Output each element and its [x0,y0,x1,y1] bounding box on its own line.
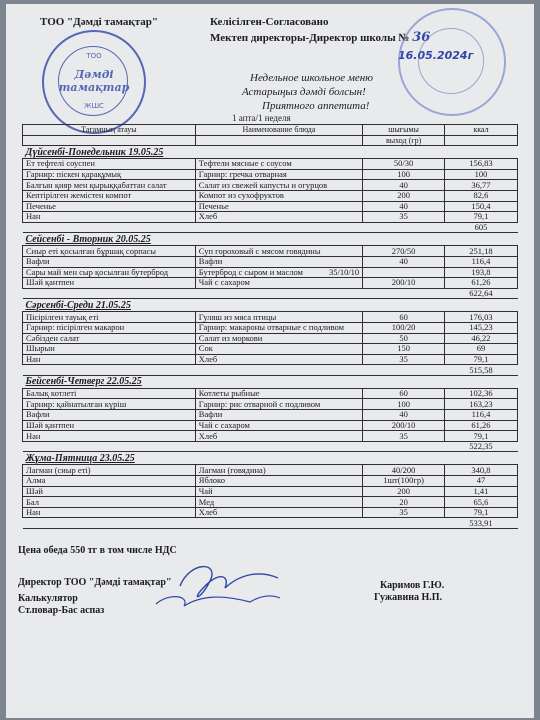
dish-name-kz: Лагман (сиыр еті) [23,465,196,476]
wish-ru: Приятного аппетита! [262,100,370,112]
dish-row [23,267,518,278]
dish-row [23,169,518,180]
dish-kcal: 47 [444,476,517,487]
director-line [210,30,430,45]
column-subheader-blank-1 [23,135,196,146]
dish-name-kz: Гарнир: қайнатылған күріш [23,399,196,410]
dish-kcal: 145,23 [444,322,517,333]
stamp-top-text: ТОО [86,52,102,60]
company-stamp [42,30,146,134]
day-total-row [23,288,518,299]
dish-kcal: 69 [444,344,517,355]
dish-output [363,267,445,278]
dish-name-ru: Тефтели мясные с соусом [195,159,362,170]
director-signature-label: Директор ТОО "Дәмді тамақтар" [18,577,172,588]
dish-row [23,354,518,365]
day-total-blank [363,222,445,233]
dish-row [23,507,518,518]
dish-name-ru-text: Бутерброд с сыром и маслом [198,267,303,277]
dish-row [23,465,518,476]
day-total-blank [363,365,445,376]
accountant-name: Гужавина Н.П. [374,592,443,603]
dish-name-ru: Мед [195,497,362,508]
dish-row [23,431,518,442]
day-title: Сәрсенбі-Среди 21.05.25 [23,299,518,312]
dish-name-kz: Ет тефтелі соуспен [23,159,196,170]
dish-row [23,201,518,212]
dish-name-ru: Котлеты рыбные [195,388,362,399]
dish-name-kz: Вафли [23,256,196,267]
stamp-center-line1: Дәмді [74,68,114,81]
dish-kcal: 176,03 [444,312,517,323]
dish-inline-output: 35/10/10 [328,267,360,277]
day-total-blank [23,288,196,299]
dish-name-kz: Нан [23,507,196,518]
dish-kcal: 79,1 [444,507,517,518]
dish-row [23,333,518,344]
stamp-center-line2: тамақтар [58,81,130,94]
dish-kcal: 156,83 [444,159,517,170]
day-total-blank [195,441,362,452]
dish-name-ru [195,267,362,278]
dish-name-kz: Кептірілген жемістен компот [23,190,196,201]
dish-name-kz: Печенье [23,201,196,212]
dish-name-kz: Шәй қантпен [23,420,196,431]
dish-output: 50/30 [363,159,445,170]
dish-kcal: 163,23 [444,399,517,410]
dish-name-kz: Нан [23,212,196,223]
column-header-output-ru: выход (гр) [363,135,445,146]
dish-output: 40 [363,410,445,421]
dish-kcal: 79,1 [444,212,517,223]
dish-output: 35 [363,212,445,223]
dish-row [23,476,518,487]
dish-row [23,312,518,323]
dish-output: 270/50 [363,246,445,257]
dish-name-ru: Салат из моркови [195,333,362,344]
menu-table [22,124,518,529]
day-total-blank [195,518,362,529]
dish-kcal: 102,36 [444,388,517,399]
dish-name-kz: Балық котлеті [23,388,196,399]
dish-name-kz: Вафли [23,410,196,421]
day-total-row [23,518,518,529]
day-total-blank [23,441,196,452]
dish-name-ru: Гарнир: макароны отварные с подливом [195,322,362,333]
dish-name-kz: Бал [23,497,196,508]
day-header-row [23,375,518,388]
day-title: Бейсенбі-Четверг 22.05.25 [23,375,518,388]
dish-name-ru: Хлеб [195,431,362,442]
day-total-kcal: 522,35 [444,441,517,452]
dish-kcal: 36,77 [444,180,517,191]
dish-name-kz: Гарнир: піскен қарақұмық [23,169,196,180]
stamp-bottom-text: ЖШС [84,102,104,110]
day-title: Дүйсенбі-Понедельник 19.05.25 [23,146,518,159]
column-header-kcal: ккал [444,125,517,136]
dish-name-ru: Гарнир: гречка отварная [195,169,362,180]
dish-output: 35 [363,354,445,365]
agreed-label: Келісілген-Согласовано [210,16,329,28]
dish-kcal: 251,18 [444,246,517,257]
approval-date: 16.05.2024г [398,49,474,62]
dish-output: 1шт(100гр) [363,476,445,487]
director-name: Каримов Г.Ю. [380,580,445,591]
dish-name-ru: Лагман (говядина) [195,465,362,476]
dish-name-kz: Сиыр еті қосылған бұршақ сорпасы [23,246,196,257]
wish-kz: Астарыңыз дәмді болсын! [242,86,366,98]
dish-row [23,410,518,421]
dish-output: 60 [363,388,445,399]
column-header-row [23,125,518,136]
dish-name-kz: Гарнир: пісірілген макарон [23,322,196,333]
dish-name-ru: Суп гороховый с мясом говядины [195,246,362,257]
dish-kcal: 82,6 [444,190,517,201]
day-total-blank [23,365,196,376]
dish-output: 40 [363,256,445,267]
dish-name-kz: Сары май мен сыр қосылған бутерброд [23,267,196,278]
dish-kcal: 79,1 [444,431,517,442]
dish-kcal: 1,41 [444,486,517,497]
dish-row [23,344,518,355]
dish-name-ru: Хлеб [195,212,362,223]
column-header-output-kz: шығымы [388,125,419,135]
day-total-blank [23,518,196,529]
dish-kcal: 100 [444,169,517,180]
dish-name-kz: Шәй [23,486,196,497]
dish-name-kz: Сәбізден салат [23,333,196,344]
day-total-blank [195,365,362,376]
day-total-kcal: 515,58 [444,365,517,376]
dish-output: 20 [363,497,445,508]
column-subheader-blank-2 [195,135,362,146]
dish-row [23,388,518,399]
dish-name-ru: Яблоко [195,476,362,487]
dish-name-kz: Шәй қантпен [23,278,196,289]
day-total-row [23,222,518,233]
menu-title: Недельное школьное меню [250,72,374,84]
dish-name-kz: Пісірілген тауық еті [23,312,196,323]
day-total-row [23,365,518,376]
company-title: ТОО "Дәмді тамақтар" [40,16,159,28]
dish-output: 40 [363,180,445,191]
day-total-blank [363,518,445,529]
dish-name-ru: Вафли [195,256,362,267]
column-subheader-row [23,135,518,146]
dish-name-ru: Салат из свежей капусты и огурцов [195,180,362,191]
dish-name-ru: Гуляш из мяса птицы [195,312,362,323]
dish-name-ru: Хлеб [195,354,362,365]
dish-output: 35 [363,431,445,442]
dish-kcal: 79,1 [444,354,517,365]
day-header-row [23,299,518,312]
dish-name-ru: Печенье [195,201,362,212]
school-number: 36 [412,30,431,45]
dish-kcal: 46,22 [444,333,517,344]
day-header-row [23,452,518,465]
day-total-blank [363,441,445,452]
dish-output: 200 [363,486,445,497]
dish-output: 40/200 [363,465,445,476]
dish-row [23,278,518,289]
day-header-row [23,146,518,159]
dish-output: 200/10 [363,420,445,431]
dish-name-kz: Балғын қияр мен қырыққабаттан салат [23,180,196,191]
dish-row [23,246,518,257]
day-total-blank [195,288,362,299]
dish-output: 40 [363,201,445,212]
dish-output: 150 [363,344,445,355]
dish-name-ru: Сок [195,344,362,355]
dish-name-kz: Нан [23,431,196,442]
dish-name-ru: Гарнир: рис отварной с подливом [195,399,362,410]
director-line-text: Мектеп директоры-Директор школы № [210,32,410,44]
dish-kcal: 116,4 [444,256,517,267]
column-header-output [363,125,445,136]
day-total-blank [23,222,196,233]
dish-name-ru: Чай с сахаром [195,278,362,289]
dish-name-kz: Алма [23,476,196,487]
dish-kcal: 61,26 [444,420,517,431]
dish-name-kz: Шырын [23,344,196,355]
dish-kcal: 116,4 [444,410,517,421]
day-title: Сейсенбі - Вторник 20.05.25 [23,233,518,246]
day-total-blank [363,288,445,299]
dish-name-ru: Хлеб [195,507,362,518]
day-header-row [23,233,518,246]
dish-output: 35 [363,507,445,518]
dish-output: 200/10 [363,278,445,289]
dish-kcal: 340,8 [444,465,517,476]
dish-name-ru: Чай [195,486,362,497]
lunch-price: Цена обеда 550 тг в том числе НДС [18,545,177,556]
dish-row [23,180,518,191]
dish-name-ru: Чай с сахаром [195,420,362,431]
day-total-row [23,441,518,452]
dish-output: 60 [363,312,445,323]
dish-name-ru: Компот из сухофруктов [195,190,362,201]
school-stamp [398,8,506,116]
dish-row [23,399,518,410]
dish-kcal: 193,8 [444,267,517,278]
accountant-label: Калькулятор [18,593,78,604]
dish-kcal: 150,4 [444,201,517,212]
dish-name-kz: Нан [23,354,196,365]
dish-output: 100 [363,169,445,180]
chef-label: Ст.повар-Бас аспаз [18,605,105,616]
dish-row [23,212,518,223]
dish-output: 100 [363,399,445,410]
column-header-ru: Наименование блюда [195,125,362,136]
dish-row [23,420,518,431]
day-total-kcal: 605 [444,222,517,233]
dish-kcal: 61,26 [444,278,517,289]
dish-row [23,256,518,267]
dish-output: 50 [363,333,445,344]
dish-row [23,497,518,508]
column-header-kz: Тағамның атауы [23,125,196,136]
day-total-kcal: 533,91 [444,518,517,529]
dish-name-ru: Вафли [195,410,362,421]
column-subheader-blank-4 [444,135,517,146]
dish-row [23,159,518,170]
dish-output: 200 [363,190,445,201]
dish-row [23,190,518,201]
dish-output: 100/20 [363,322,445,333]
day-title: Жұма-Пятница 23.05.25 [23,452,518,465]
dish-kcal: 65,6 [444,497,517,508]
day-total-kcal: 622,64 [444,288,517,299]
signature-director [150,556,290,612]
week-label: 1 апта/1 неделя [232,113,291,123]
dish-row [23,486,518,497]
dish-row [23,322,518,333]
day-total-blank [195,222,362,233]
